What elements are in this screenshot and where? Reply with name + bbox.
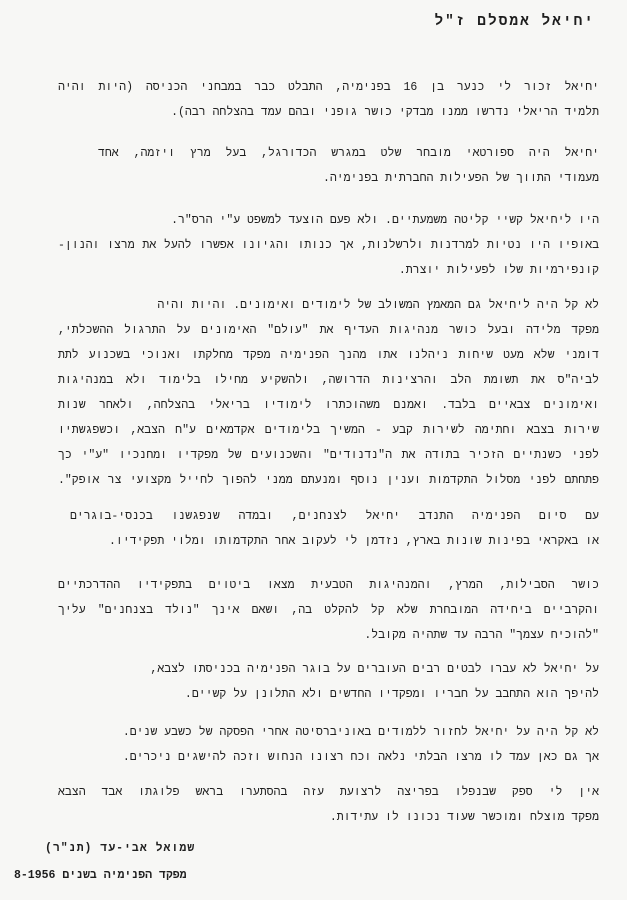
text-line: כושר הסבילות, המרץ, והמנהיגות הטבעית מצאו ביטוים בתפקידיו ההדרכתיים [58, 579, 599, 592]
document-title: יחיאל אמסלם ז"ל [434, 14, 595, 30]
text-line: על יחיאל לא עברו לבטים רבים העוברים על בוגר הפנימיה בכניסתו לצבא, [150, 663, 599, 676]
text-line: ואימונים צבאיים בלבד. ואמנם משהוכתרו לימודיו בריאלי בהצלחה, ולאחר שנות [58, 399, 599, 412]
text-line: עם סיום הפנימיה התנדב יחיאל לצנחנים, ובמדה שנפגשנו בכנסי-בוגרים [70, 510, 599, 523]
text-line: "להוכיח עצמך" הרבה עד שתהיה מקובל. [364, 629, 599, 642]
paragraph [58, 504, 599, 554]
paragraph [58, 293, 599, 493]
text-line: יחיאל זכור לי כנער בן 16 בפנימיה, התבלט כבר במבחני הכניסה (היות והיה [58, 81, 599, 94]
text-line: יחיאל היה ספורטאי מובחר שלט במגרש הכדורגל, בעל מרץ ויזמה, אחד [98, 147, 599, 160]
paragraph [58, 657, 599, 707]
paragraph [58, 573, 599, 648]
text-line: מעמודי התווך של הפעילות החברתית בפנימיה. [322, 172, 599, 185]
text-line: להיפך הוא התחבב על חבריו ומפקדיו החדשים ולא התלונן על קשיים. [184, 688, 599, 701]
text-line: לא קל היה על יחיאל לחזור ללמודים באוניברסיטה אחרי הפסקה של כשבע שנים. [122, 726, 599, 739]
text-line: פתחתם לפני מסלול התקדמות וענין נוסף ומנעתם ממני להפוך לחייל מקצועי צר אופק". [58, 474, 599, 487]
text-line: שירות בצבא וחתימה לשירות קבע - המשיך בלימודים אקדמאים ע"ח הצבא, וכשפגשתיו [58, 424, 599, 437]
text-line: קונפירמיות שלו לפעילות יוצרת. [398, 264, 599, 277]
paragraph [58, 780, 599, 830]
text-line: מפקד מוצלח ומוכשר שעוד נכונו לו עתידות. [329, 811, 599, 824]
paragraph [58, 75, 599, 125]
text-line: והקרביים ביחידה המובחרת שלא קל להקלט בה, ושאם אינך "נולד בצנחנים" עליך [58, 604, 599, 617]
signature-role: מפקד הפנימיה בשנים 8-1956 [14, 869, 187, 882]
text-line: מפקד מלידה ובעל כושר מנהיגות העדיף את "עולם" האימונים על התרגול ההשכלתי, [58, 324, 599, 337]
text-line: אין לי ספק שבנפלו בפריצה לרצועת עזה בהסתערו בראש פלוגתו אבד הצבא [58, 786, 599, 799]
paragraph [58, 208, 599, 283]
text-line: תלמיד הריאלי נדרשו ממנו מבדקי כושר גופני ובהם עמד בהצלחה רבה). [171, 106, 599, 119]
text-line: לביה"ס את תשומת הלב והרצינות הדרושה, ולהשקיע מחילו בלימוד ולא במנהיגות [58, 374, 599, 387]
text-line: באופיו היו נטיות למרדנות ולרשלנות, אך כנותו והגיונו אפשרו להעל את מרצו והנון- [58, 239, 599, 252]
text-line: או באקראי בפינות שונות בארץ, נזדמן לי לעקוב אחר התקדמותו ומלוי תפקידיו. [109, 535, 599, 548]
text-line: לפני כשנתיים הזכיר בתודה את ה"נדנודים" והשכנועים של מפקדיו ומחנכיו "ע"י כך [58, 449, 599, 462]
text-line: אך גם כאן עמד לו מרצו הבלתי נלאה וכח רצונו הנחוש וזכה להישגים ניכרים. [122, 751, 599, 764]
paragraph [98, 141, 599, 191]
paragraph [58, 720, 599, 770]
text-line: לא קל היה ליחיאל גם המאמץ המשולב של לימודים ואימונים. והיות והיה [157, 299, 599, 312]
text-line: היו ליחיאל קשיי קליטה משמעתיים. ולא פעם הוצעד למשפט ע"י הרס"ר. [171, 214, 599, 227]
text-line: דומני שלא מעט שיחות ניהלנו אתו מהנך הפנימיה מפקד מחלקתו ואנוכי בשכנוע לתת [58, 349, 599, 362]
signature-name: שמואל אבי-עד (תנ"ר) [45, 842, 196, 855]
